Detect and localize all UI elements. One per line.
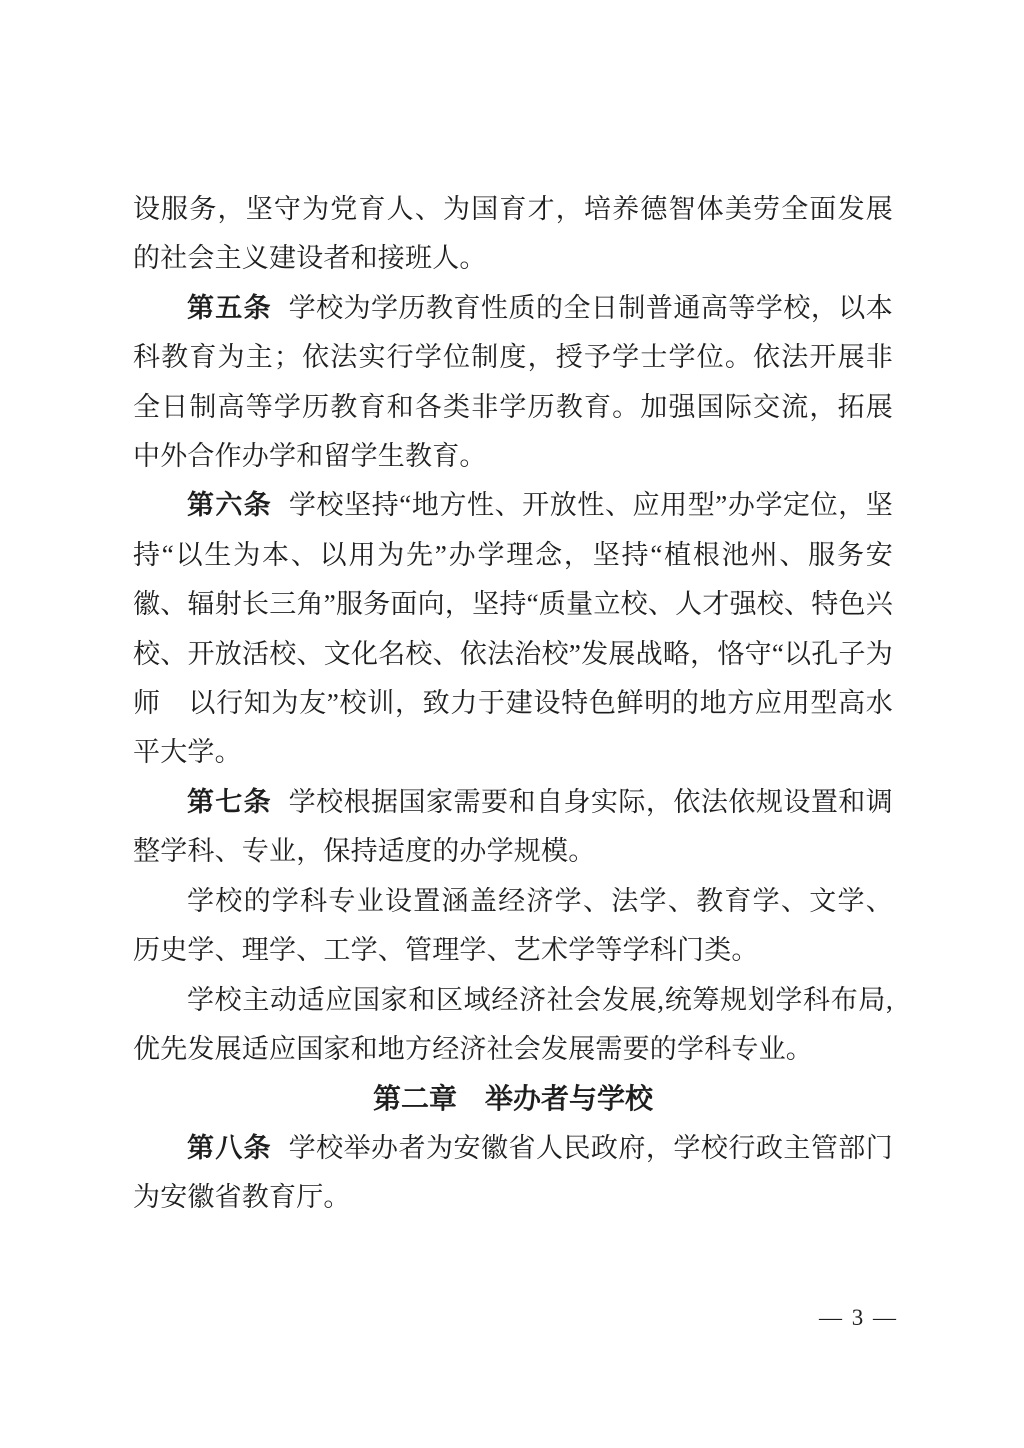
disciplines-paragraph	[133, 877, 893, 976]
article-5-text: 学校为学历教育性质的全日制普通高等学校，以本科教育为主；依法实行学位制度，授予学士学位。依法开展非全日制高等学历教育和各类非学历教育。加强国际交流，拓展中外合作办学和留学生教育。	[133, 292, 893, 472]
planning-text: 学校主动适应国家和区域经济社会发展,统筹规划学科布局,优先发展适应国家和地方经济社会发展需要的学科专业。	[133, 984, 893, 1064]
chapter-2-heading: 第二章 举办者与学校	[372, 1083, 653, 1115]
article-7-text: 学校根据国家需要和自身实际，依法依规设置和调整学科、专业，保持适度的办学规模。	[133, 786, 893, 867]
article-8-number: 第八条	[187, 1132, 272, 1163]
article-5-paragraph	[133, 284, 893, 482]
article-6-paragraph	[133, 481, 893, 777]
disciplines-text: 学校的学科专业设置涵盖经济学、法学、教育学、文学、历史学、理学、工学、管理学、艺术学等学科门类。	[133, 885, 893, 966]
document-body	[133, 185, 893, 1223]
planning-paragraph	[133, 976, 893, 1075]
article-6-text: 学校坚持“地方性、开放性、应用型”办学定位，坚持“以生为本、以用为先”办学理念，坚持“植根池州、服务安徽、辐射长三角”服务面向，坚持“质量立校、人才强校、特色兴校、开放活校、文化名校、依法治校”发展战略，恪守“以孔子为师 以行知为友”校训，致力于建设特色鲜明的地方应用型高水平大学。	[133, 490, 893, 768]
paragraph-continuation	[133, 185, 893, 284]
paragraph-text: 设服务，坚守为党育人、为国育才，培养德智体美劳全面发展的社会主义建设者和接班人。	[133, 194, 893, 274]
article-6-number: 第六条	[187, 490, 273, 521]
article-8-paragraph	[133, 1124, 893, 1223]
page-number: — 3 —	[819, 1305, 898, 1330]
article-5-number: 第五条	[187, 292, 272, 323]
article-7-number: 第七条	[187, 786, 272, 817]
article-8-text: 学校举办者为安徽省人民政府，学校行政主管部门为安徽省教育厅。	[133, 1132, 893, 1213]
article-7-paragraph	[133, 778, 893, 877]
